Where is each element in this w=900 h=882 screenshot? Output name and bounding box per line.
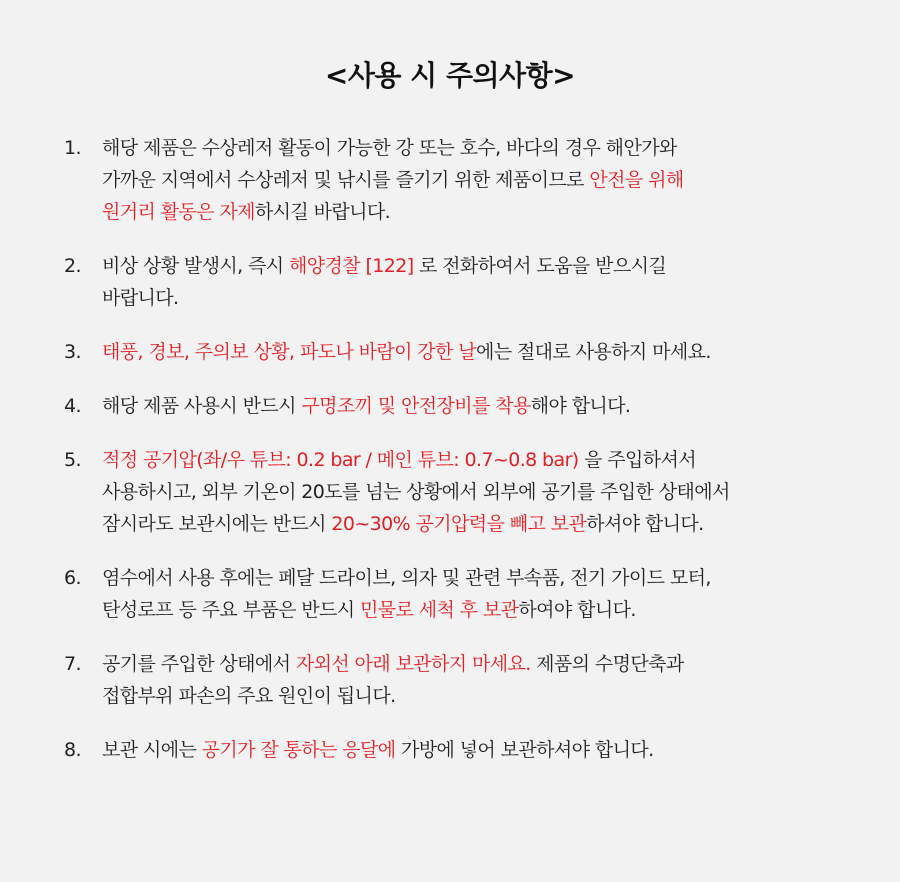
caution-item bbox=[64, 562, 854, 626]
item-line bbox=[102, 132, 854, 164]
highlighted-text: 민물로 세척 후 보관 bbox=[360, 599, 519, 621]
highlighted-text: 구명조끼 및 안전장비를 착용 bbox=[301, 395, 531, 417]
body-text: 해당 제품 사용시 반드시 bbox=[102, 395, 302, 417]
body-text: 제품의 수명단축과 bbox=[530, 653, 684, 675]
item-number: 1. bbox=[64, 137, 81, 159]
body-text: 바랍니다. bbox=[102, 287, 179, 309]
item-number: 8. bbox=[64, 739, 81, 761]
caution-item bbox=[64, 390, 854, 422]
item-line bbox=[102, 648, 854, 680]
body-text: 가방에 넣어 보관하셔야 합니다. bbox=[395, 739, 654, 761]
highlighted-text: 해양경찰 [122] bbox=[288, 255, 414, 277]
highlighted-text: 원거리 활동은 자제 bbox=[102, 201, 255, 223]
body-text: 사용하시고, 외부 기온이 20도를 넘는 상황에서 외부에 공기를 주입한 상태에서 bbox=[102, 481, 730, 503]
caution-item bbox=[64, 336, 854, 368]
highlighted-text: 태풍, 경보, 주의보 상황, 파도나 바람이 강한 날 bbox=[102, 341, 476, 363]
body-text: 에는 절대로 사용하지 마세요. bbox=[475, 341, 711, 363]
highlighted-text: 공기가 잘 통하는 응달에 bbox=[201, 739, 396, 761]
body-text: 염수에서 사용 후에는 페달 드라이브, 의자 및 관련 부속품, 전기 가이드 모터, bbox=[102, 567, 711, 589]
item-line bbox=[102, 390, 854, 422]
item-line bbox=[102, 196, 854, 228]
body-text: 하시길 바랍니다. bbox=[254, 201, 391, 223]
caution-item bbox=[64, 132, 854, 228]
item-line bbox=[102, 250, 854, 282]
body-text: 하셔야 합니다. bbox=[586, 513, 704, 535]
body-text: 을 주입하셔서 bbox=[578, 449, 696, 471]
caution-item bbox=[64, 250, 854, 314]
item-line bbox=[102, 680, 854, 712]
body-text: 탄성로프 등 주요 부품은 반드시 bbox=[102, 599, 361, 621]
item-line bbox=[102, 508, 854, 540]
body-text: 보관 시에는 bbox=[102, 739, 202, 761]
item-line bbox=[102, 734, 854, 766]
item-line bbox=[102, 594, 854, 626]
item-number: 2. bbox=[64, 255, 81, 277]
highlighted-text: 안전을 위해 bbox=[589, 169, 684, 191]
body-text: 가까운 지역에서 수상레저 및 낚시를 즐기기 위한 제품이므로 bbox=[102, 169, 590, 191]
item-line bbox=[102, 444, 854, 476]
body-text: 접합부위 파손의 주요 원인이 됩니다. bbox=[102, 685, 396, 707]
item-number: 7. bbox=[64, 653, 81, 675]
body-text: 잠시라도 보관시에는 반드시 bbox=[102, 513, 332, 535]
item-number: 3. bbox=[64, 341, 81, 363]
item-line bbox=[102, 562, 854, 594]
item-number: 4. bbox=[64, 395, 81, 417]
item-line bbox=[102, 476, 854, 508]
highlighted-text: 자외선 아래 보관하지 마세요. bbox=[295, 653, 531, 675]
item-line bbox=[102, 164, 854, 196]
body-text: 공기를 주입한 상태에서 bbox=[102, 653, 296, 675]
item-number: 5. bbox=[64, 449, 81, 471]
caution-item bbox=[64, 648, 854, 712]
page-title: <사용 시 주의사항> bbox=[324, 59, 576, 92]
body-text: 해야 합니다. bbox=[530, 395, 631, 417]
caution-item bbox=[64, 734, 854, 766]
caution-list bbox=[64, 132, 854, 788]
body-text: 비상 상황 발생시, 즉시 bbox=[102, 255, 289, 277]
item-number: 6. bbox=[64, 567, 81, 589]
item-line bbox=[102, 282, 854, 314]
caution-item bbox=[64, 444, 854, 540]
highlighted-text: 20~30% 공기압력을 빼고 보관 bbox=[331, 513, 587, 535]
highlighted-text: 적정 공기압(좌/우 튜브: 0.2 bar / 메인 튜브: 0.7~0.8 bar) bbox=[102, 449, 579, 471]
body-text: 해당 제품은 수상레저 활동이 가능한 강 또는 호수, 바다의 경우 해안가와 bbox=[102, 137, 677, 159]
body-text: 로 전화하여서 도움을 받으시길 bbox=[413, 255, 667, 277]
item-line bbox=[102, 336, 854, 368]
body-text: 하여야 합니다. bbox=[518, 599, 636, 621]
